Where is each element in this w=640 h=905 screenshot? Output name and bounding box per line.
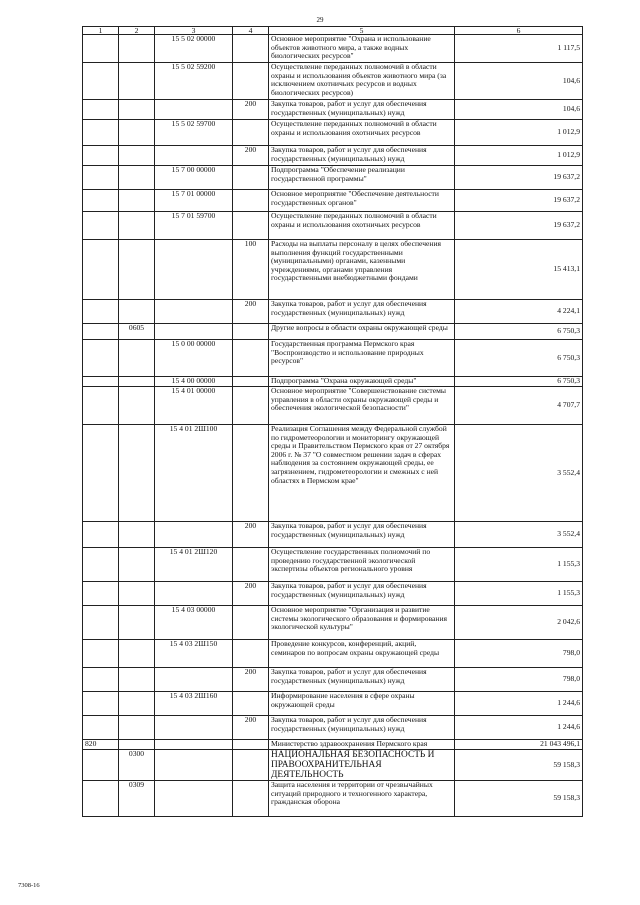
- header-col-3: 3: [155, 27, 233, 35]
- table-row: [83, 300, 583, 324]
- expense-type-cell: 100: [233, 240, 269, 300]
- amount-cell: 1 012,9: [455, 120, 583, 146]
- target-article-cell: 15 4 01 00000: [155, 387, 233, 425]
- rzd-code-cell: [83, 300, 119, 324]
- amount-cell: 104,6: [455, 63, 583, 100]
- amount-cell: 4 707,7: [455, 387, 583, 425]
- rzd-code-cell: [83, 120, 119, 146]
- description-cell: Реализация Соглашения между Федеральной службой по гидрометеорологии и мониторингу окружающей среды и Правительством Пермского края от 27 октября 2006 г. № 37 "О совместном решении задач в сферах наблюдения за состоянием окружающей среды, ее загрязнением, гидрометеорологии и смежных с ней областях в Пермском крае": [269, 425, 455, 522]
- target-article-cell: [155, 781, 233, 817]
- amount-cell: 4 224,1: [455, 300, 583, 324]
- table-header-row: [83, 27, 583, 35]
- rzd-code-cell: [83, 692, 119, 716]
- expense-type-cell: 200: [233, 582, 269, 606]
- description-cell: Основное мероприятие "Организация и развитие системы экологического образования и формирования экологической культуры": [269, 606, 455, 640]
- rzd-code-cell: [83, 100, 119, 120]
- expense-type-cell: 200: [233, 668, 269, 692]
- rzd-code-cell: [83, 582, 119, 606]
- table-row: [83, 166, 583, 190]
- target-article-cell: [155, 146, 233, 166]
- rzd-code-cell: [83, 63, 119, 100]
- expense-type-cell: 200: [233, 100, 269, 120]
- expense-type-cell: 200: [233, 522, 269, 548]
- target-article-cell: 15 7 00 00000: [155, 166, 233, 190]
- amount-cell: 3 552,4: [455, 522, 583, 548]
- section-code-cell: [119, 146, 155, 166]
- table-row: [83, 606, 583, 640]
- section-code-cell: [119, 63, 155, 100]
- rzd-code-cell: [83, 212, 119, 240]
- amount-cell: 6 750,3: [455, 340, 583, 377]
- amount-cell: 1 155,3: [455, 582, 583, 606]
- target-article-cell: [155, 100, 233, 120]
- target-article-cell: [155, 582, 233, 606]
- rzd-code-cell: [83, 781, 119, 817]
- target-article-cell: [155, 740, 233, 750]
- table-row: [83, 716, 583, 740]
- section-code-cell: [119, 692, 155, 716]
- target-article-cell: [155, 324, 233, 340]
- page-number: 29: [316, 16, 324, 24]
- amount-cell: 104,6: [455, 100, 583, 120]
- section-code-cell: [119, 340, 155, 377]
- section-code-cell: [119, 377, 155, 387]
- description-cell: Закупка товаров, работ и услуг для обеспечения государственных (муниципальных) нужд: [269, 522, 455, 548]
- description-cell: Закупка товаров, работ и услуг для обеспечения государственных (муниципальных) нужд: [269, 100, 455, 120]
- amount-cell: 1 244,6: [455, 716, 583, 740]
- target-article-cell: 15 5 02 59200: [155, 63, 233, 100]
- rzd-code-cell: [83, 606, 119, 640]
- table-row: [83, 522, 583, 548]
- expense-type-cell: 200: [233, 716, 269, 740]
- table-row: [83, 640, 583, 668]
- table-row: [83, 740, 583, 750]
- section-code-cell: [119, 582, 155, 606]
- rzd-code-cell: [83, 668, 119, 692]
- table-row: [83, 63, 583, 100]
- expense-type-cell: [233, 166, 269, 190]
- table-row: [83, 692, 583, 716]
- description-cell: Осуществление переданных полномочий в области охраны и использования охотничьих ресурсов: [269, 212, 455, 240]
- amount-cell: 3 552,4: [455, 425, 583, 522]
- section-code-cell: 0309: [119, 781, 155, 817]
- description-cell: Осуществление переданных полномочий в области охраны и использования охотничьих ресурсов: [269, 120, 455, 146]
- description-cell: Закупка товаров, работ и услуг для обеспечения государственных (муниципальных) нужд: [269, 582, 455, 606]
- table-row: [83, 35, 583, 63]
- description-cell: Государственная программа Пермского края "Воспроизводство и использование природных ресурсов": [269, 340, 455, 377]
- section-code-cell: [119, 35, 155, 63]
- expense-type-cell: 200: [233, 146, 269, 166]
- expense-type-cell: [233, 387, 269, 425]
- table-row: [83, 240, 583, 300]
- header-col-4: 4: [233, 27, 269, 35]
- amount-cell: 6 750,3: [455, 324, 583, 340]
- section-code-cell: [119, 300, 155, 324]
- rzd-code-cell: [83, 548, 119, 582]
- description-cell: Закупка товаров, работ и услуг для обеспечения государственных (муниципальных) нужд: [269, 300, 455, 324]
- section-code-cell: [119, 190, 155, 212]
- expense-type-cell: [233, 63, 269, 100]
- table-row: [83, 120, 583, 146]
- table-row: [83, 340, 583, 377]
- section-code-cell: [119, 425, 155, 522]
- expense-type-cell: [233, 212, 269, 240]
- table-row: [83, 425, 583, 522]
- target-article-cell: 15 5 02 00000: [155, 35, 233, 63]
- description-cell: Закупка товаров, работ и услуг для обеспечения государственных (муниципальных) нужд: [269, 146, 455, 166]
- description-cell: Проведение конкурсов, конференций, акций, семинаров по вопросам охраны окружающей среды: [269, 640, 455, 668]
- rzd-code-cell: [83, 750, 119, 781]
- target-article-cell: 15 7 01 59700: [155, 212, 233, 240]
- section-code-cell: 0300: [119, 750, 155, 781]
- amount-cell: 59 158,3: [455, 750, 583, 781]
- section-code-cell: [119, 166, 155, 190]
- expense-type-cell: [233, 740, 269, 750]
- target-article-cell: 15 4 03 2Ш150: [155, 640, 233, 668]
- description-cell: Основное мероприятие "Охрана и использование объектов животного мира, а также водных биологических ресурсов": [269, 35, 455, 63]
- header-col-1: 1: [83, 27, 119, 35]
- expense-type-cell: 200: [233, 300, 269, 324]
- amount-cell: 19 637,2: [455, 166, 583, 190]
- target-article-cell: 15 0 00 00000: [155, 340, 233, 377]
- description-cell: Подпрограмма "Обеспечение реализации государственной программы": [269, 166, 455, 190]
- target-article-cell: 15 4 00 00000: [155, 377, 233, 387]
- section-code-cell: [119, 240, 155, 300]
- rzd-code-cell: [83, 522, 119, 548]
- rzd-code-cell: [83, 190, 119, 212]
- section-code-cell: [119, 668, 155, 692]
- description-cell: Закупка товаров, работ и услуг для обеспечения государственных (муниципальных) нужд: [269, 668, 455, 692]
- target-article-cell: [155, 522, 233, 548]
- section-code-cell: [119, 522, 155, 548]
- rzd-code-cell: 820: [83, 740, 119, 750]
- description-cell: Информирование населения в сфере охраны окружающей среды: [269, 692, 455, 716]
- table-row: [83, 668, 583, 692]
- section-code-cell: [119, 716, 155, 740]
- description-cell: Другие вопросы в области охраны окружающей среды: [269, 324, 455, 340]
- budget-table-body: [83, 27, 583, 817]
- expense-type-cell: [233, 425, 269, 522]
- expense-type-cell: [233, 640, 269, 668]
- rzd-code-cell: [83, 146, 119, 166]
- budget-table: [82, 26, 583, 817]
- expense-type-cell: [233, 120, 269, 146]
- amount-cell: 1 117,5: [455, 35, 583, 63]
- target-article-cell: [155, 716, 233, 740]
- amount-cell: 1 155,3: [455, 548, 583, 582]
- amount-cell: 21 043 496,1: [455, 740, 583, 750]
- amount-cell: 19 637,2: [455, 190, 583, 212]
- description-cell: Основное мероприятие "Совершенствование системы управления в области охраны окружающей среды и обеспечения экологической безопасности": [269, 387, 455, 425]
- description-cell: Основное мероприятие "Обеспечение деятельности государственных органов": [269, 190, 455, 212]
- amount-cell: 798,0: [455, 668, 583, 692]
- footer-code: 7308-16: [18, 882, 40, 889]
- expense-type-cell: [233, 750, 269, 781]
- table-row: [83, 146, 583, 166]
- target-article-cell: 15 4 03 00000: [155, 606, 233, 640]
- header-col-6: 6: [455, 27, 583, 35]
- header-col-2: 2: [119, 27, 155, 35]
- section-code-cell: [119, 640, 155, 668]
- amount-cell: 15 413,1: [455, 240, 583, 300]
- section-code-cell: [119, 120, 155, 146]
- rzd-code-cell: [83, 425, 119, 522]
- section-code-cell: [119, 387, 155, 425]
- table-row: [83, 582, 583, 606]
- section-code-cell: [119, 548, 155, 582]
- table-row: [83, 387, 583, 425]
- expense-type-cell: [233, 781, 269, 817]
- description-cell: НАЦИОНАЛЬНАЯ БЕЗОПАСНОСТЬ И ПРАВООХРАНИТЕЛЬНАЯ ДЕЯТЕЛЬНОСТЬ: [269, 750, 455, 781]
- target-article-cell: 15 4 01 2Ш100: [155, 425, 233, 522]
- rzd-code-cell: [83, 324, 119, 340]
- description-cell: Закупка товаров, работ и услуг для обеспечения государственных (муниципальных) нужд: [269, 716, 455, 740]
- description-cell: Подпрограмма "Охрана окружающей среды": [269, 377, 455, 387]
- expense-type-cell: [233, 190, 269, 212]
- table-row: [83, 324, 583, 340]
- section-code-cell: [119, 740, 155, 750]
- section-code-cell: [119, 212, 155, 240]
- section-code-cell: [119, 100, 155, 120]
- amount-cell: 2 042,6: [455, 606, 583, 640]
- expense-type-cell: [233, 377, 269, 387]
- table-row: [83, 781, 583, 817]
- amount-cell: 1 244,6: [455, 692, 583, 716]
- expense-type-cell: [233, 35, 269, 63]
- rzd-code-cell: [83, 166, 119, 190]
- description-cell: Министерство здравоохранения Пермского края: [269, 740, 455, 750]
- description-cell: Осуществление переданных полномочий в области охраны и использования объектов животного мира (за исключением охотничьих ресурсов и водных биологических ресурсов): [269, 63, 455, 100]
- description-cell: Осуществление государственных полномочий по проведению государственной экологической экспертизы объектов регионального уровня: [269, 548, 455, 582]
- table-row: [83, 100, 583, 120]
- table-row: [83, 377, 583, 387]
- section-code-cell: 0605: [119, 324, 155, 340]
- rzd-code-cell: [83, 240, 119, 300]
- header-col-5: 5: [269, 27, 455, 35]
- table-row: [83, 190, 583, 212]
- rzd-code-cell: [83, 377, 119, 387]
- amount-cell: 19 637,2: [455, 212, 583, 240]
- expense-type-cell: [233, 692, 269, 716]
- target-article-cell: [155, 240, 233, 300]
- amount-cell: 798,0: [455, 640, 583, 668]
- target-article-cell: 15 4 03 2Ш160: [155, 692, 233, 716]
- target-article-cell: 15 7 01 00000: [155, 190, 233, 212]
- description-cell: Защита населения и территории от чрезвычайных ситуаций природного и техногенного характера, гражданская оборона: [269, 781, 455, 817]
- rzd-code-cell: [83, 387, 119, 425]
- amount-cell: 1 012,9: [455, 146, 583, 166]
- amount-cell: 6 750,3: [455, 377, 583, 387]
- section-code-cell: [119, 606, 155, 640]
- target-article-cell: 15 5 02 59700: [155, 120, 233, 146]
- rzd-code-cell: [83, 340, 119, 377]
- target-article-cell: [155, 300, 233, 324]
- expense-type-cell: [233, 340, 269, 377]
- rzd-code-cell: [83, 640, 119, 668]
- target-article-cell: [155, 750, 233, 781]
- table-row: [83, 212, 583, 240]
- expense-type-cell: [233, 324, 269, 340]
- rzd-code-cell: [83, 716, 119, 740]
- amount-cell: 59 158,3: [455, 781, 583, 817]
- table-row: [83, 548, 583, 582]
- description-cell: Расходы на выплаты персоналу в целях обеспечения выполнения функций государственными (муниципальными) органами, казенными учреждениями, органами управления государственными внебюджетными фондами: [269, 240, 455, 300]
- rzd-code-cell: [83, 35, 119, 63]
- expense-type-cell: [233, 606, 269, 640]
- target-article-cell: [155, 668, 233, 692]
- expense-type-cell: [233, 548, 269, 582]
- target-article-cell: 15 4 01 2Ш120: [155, 548, 233, 582]
- table-row: [83, 750, 583, 781]
